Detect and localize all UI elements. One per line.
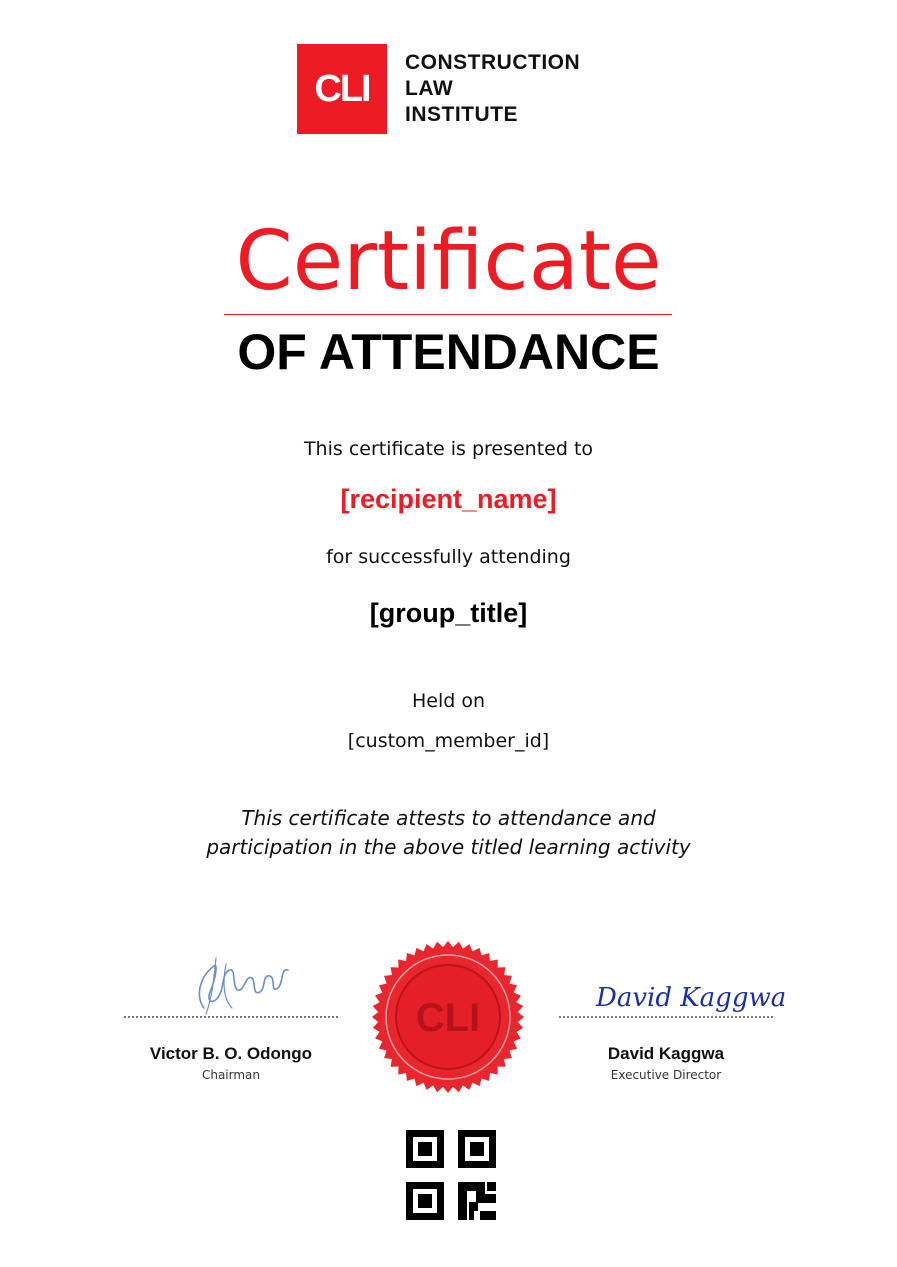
- signature-block-executive-director: [559, 948, 787, 1082]
- executive-director-signature-text: David Kaggwa: [596, 983, 787, 1013]
- attending-text: for successfully attending: [326, 546, 571, 568]
- seal-icon: [372, 941, 524, 1093]
- attestation-line-2: participation in the above titled learning activity: [206, 835, 691, 859]
- qr-code-icon: [406, 1130, 496, 1220]
- logo-wordmark: [405, 50, 580, 128]
- cli-logo: [297, 44, 580, 134]
- certificate-title: Certificate: [235, 214, 662, 309]
- seal-text: CLI: [415, 996, 481, 1040]
- recipient-name: [recipient_name]: [340, 484, 557, 514]
- chairman-signature: [156, 948, 306, 1016]
- executive-director-signature: [566, 948, 787, 1016]
- signatory-role: Chairman: [201, 1068, 261, 1082]
- logo-line-law: LAW: [405, 77, 454, 100]
- attestation-text: [0, 804, 897, 862]
- signatory-name: Victor B. O. Odongo: [149, 1044, 313, 1063]
- certificate-subtitle: OF ATTENDANCE: [237, 324, 660, 380]
- logo-line-construction: CONSTRUCTION: [405, 51, 581, 74]
- signature-line: [124, 1016, 338, 1018]
- signatory-role: Executive Director: [610, 1068, 722, 1082]
- attestation-line-1: This certificate attests to attendance and: [241, 806, 656, 830]
- held-on-label: Held on: [411, 690, 486, 712]
- group-title: [group_title]: [369, 598, 528, 628]
- title-divider: [224, 314, 672, 315]
- presented-to-text: This certificate is presented to: [303, 438, 594, 460]
- logo-line-institute: INSTITUTE: [405, 103, 518, 126]
- signature-line: [559, 1016, 773, 1018]
- signature-block-chairman: [124, 948, 338, 1082]
- signatory-name: David Kaggwa: [607, 1044, 725, 1063]
- held-on-value: [custom_member_id]: [347, 730, 550, 752]
- logo-mark: CLI: [297, 44, 387, 134]
